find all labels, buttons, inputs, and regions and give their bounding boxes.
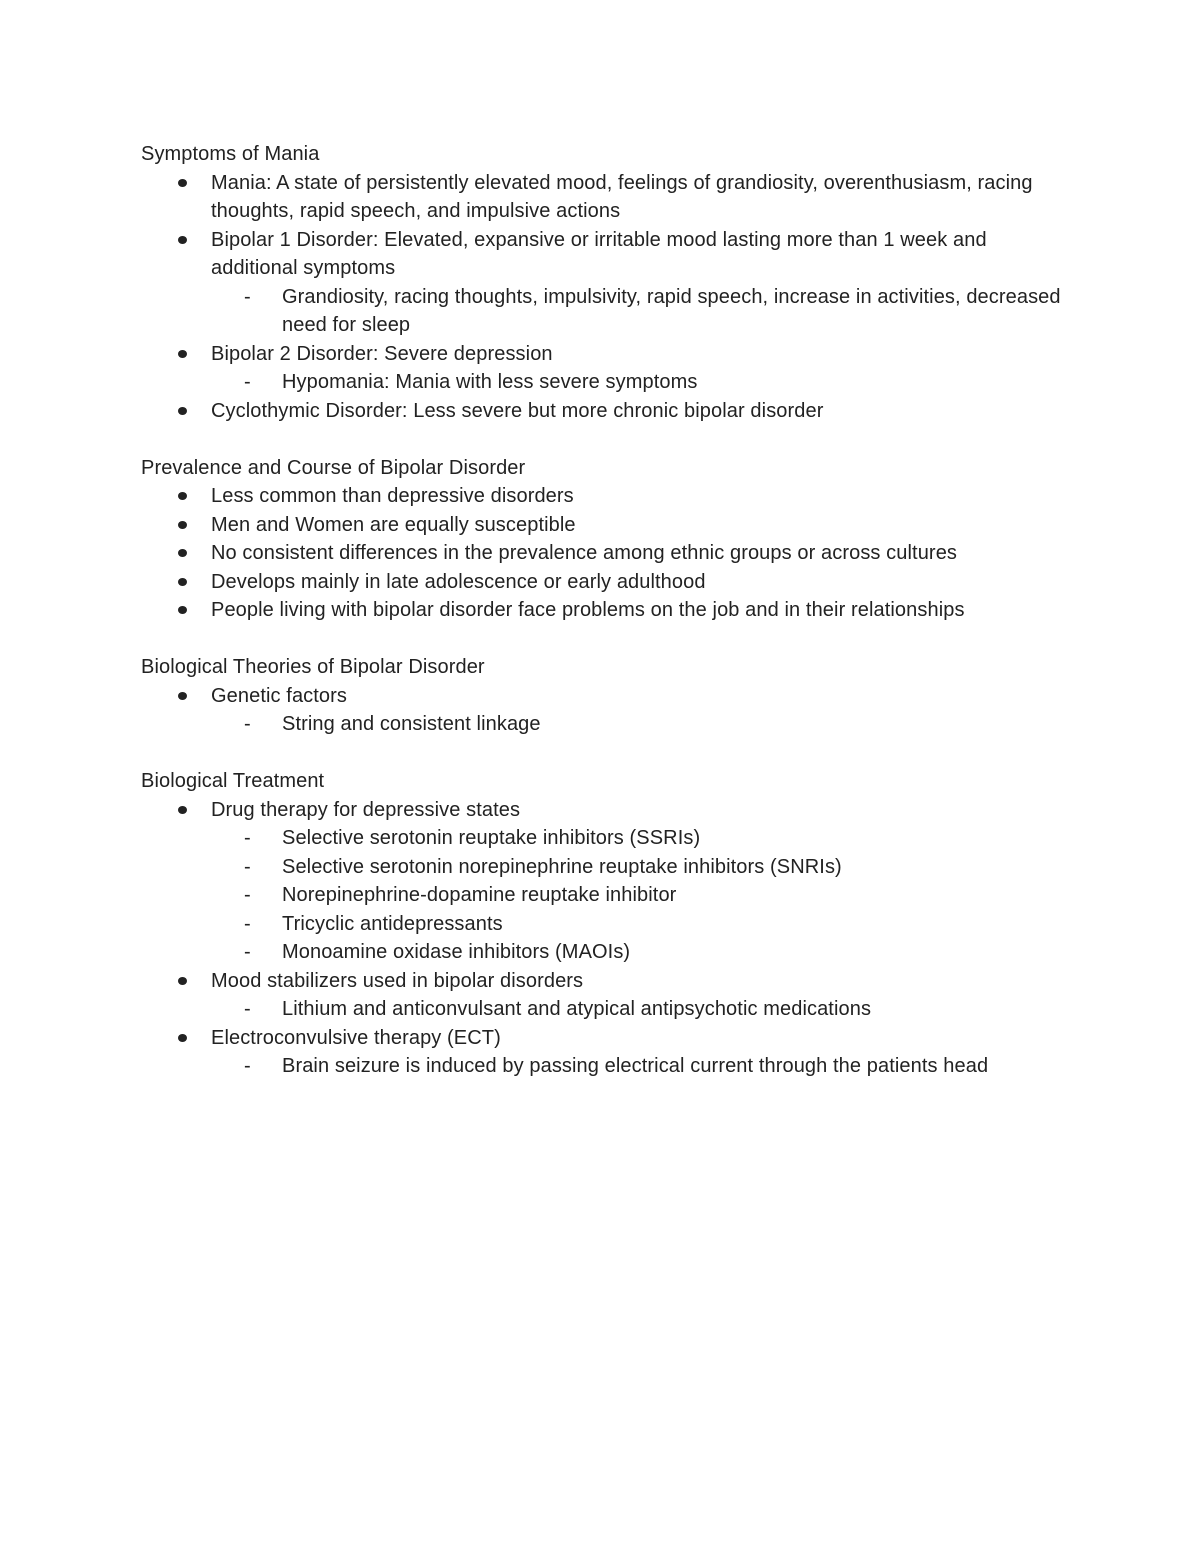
sub-item-text: Norepinephrine-dopamine reuptake inhibitor bbox=[282, 884, 677, 906]
sub-item bbox=[211, 283, 1071, 340]
sub-list bbox=[211, 824, 1071, 967]
sub-list bbox=[211, 283, 1071, 340]
list-item-text: People living with bipolar disorder face problems on the job and in their relationships bbox=[211, 599, 965, 621]
list-item bbox=[141, 340, 1071, 397]
bullet-icon bbox=[178, 578, 187, 586]
section-title: Biological Treatment bbox=[141, 770, 325, 792]
list-item-text: Bipolar 2 Disorder: Severe depression bbox=[211, 342, 553, 365]
bullet-icon bbox=[178, 692, 187, 700]
bullet-icon bbox=[178, 407, 187, 415]
list-item-text: Men and Women are equally susceptible bbox=[211, 513, 576, 536]
list-item bbox=[141, 511, 1071, 540]
list-item-text: Bipolar 1 Disorder: Elevated, expansive or irritable mood lasting more than 1 week and additional symptoms bbox=[211, 228, 987, 279]
sub-item-text: Grandiosity, racing thoughts, impulsivity, rapid speech, increase in activities, decreased need for sleep bbox=[282, 285, 1061, 336]
bullet-list bbox=[141, 796, 1071, 1081]
section-title: Prevalence and Course of Bipolar Disorder bbox=[141, 456, 526, 479]
bullet-icon bbox=[178, 1034, 187, 1042]
document-page bbox=[141, 140, 1071, 1109]
list-item bbox=[141, 682, 1071, 739]
sub-list bbox=[211, 1052, 1071, 1081]
section-title: Biological Theories of Bipolar Disorder bbox=[141, 656, 485, 678]
sub-item-text: String and consistent linkage bbox=[282, 713, 541, 735]
sub-item bbox=[211, 910, 1071, 939]
dash-icon: - bbox=[244, 827, 251, 849]
sub-item bbox=[211, 1052, 1071, 1081]
bullet-list bbox=[141, 169, 1071, 426]
sub-item bbox=[211, 824, 1071, 853]
list-item bbox=[141, 596, 1071, 625]
bullet-icon bbox=[178, 350, 187, 358]
sub-item bbox=[211, 995, 1071, 1024]
bullet-list bbox=[141, 482, 1071, 625]
dash-icon: - bbox=[244, 912, 251, 935]
sub-item-text: Brain seizure is induced by passing electrical current through the patients head bbox=[282, 1055, 989, 1077]
list-item bbox=[141, 482, 1071, 511]
section-biological-treatment bbox=[141, 767, 1071, 1081]
section-biological-theories bbox=[141, 653, 1071, 739]
bullet-list bbox=[141, 682, 1071, 739]
dash-icon: - bbox=[244, 713, 251, 735]
sub-list bbox=[211, 368, 1071, 397]
section-title: Symptoms of Mania bbox=[141, 143, 320, 165]
sub-list bbox=[211, 995, 1071, 1024]
list-item-text: Develops mainly in late adolescence or early adulthood bbox=[211, 570, 706, 593]
bullet-icon bbox=[178, 179, 187, 187]
bullet-icon bbox=[178, 549, 187, 557]
list-item bbox=[141, 568, 1071, 597]
sub-item bbox=[211, 853, 1071, 882]
bullet-icon bbox=[178, 521, 187, 529]
sub-item-text: Selective serotonin norepinephrine reuptake inhibitors (SNRIs) bbox=[282, 855, 842, 878]
list-item-text: Genetic factors bbox=[211, 684, 348, 707]
dash-icon: - bbox=[244, 855, 251, 878]
dash-icon: - bbox=[244, 285, 251, 308]
sub-item-text: Hypomania: Mania with less severe symptoms bbox=[282, 371, 698, 393]
bullet-icon bbox=[178, 606, 187, 614]
list-item bbox=[141, 169, 1071, 226]
dash-icon: - bbox=[244, 884, 251, 906]
sub-item bbox=[211, 881, 1071, 910]
list-item-text: No consistent differences in the prevalence among ethnic groups or across cultures bbox=[211, 542, 958, 564]
list-item-text: Less common than depressive disorders bbox=[211, 485, 574, 507]
dash-icon: - bbox=[244, 1055, 251, 1077]
list-item-text: Mood stabilizers used in bipolar disorders bbox=[211, 969, 584, 992]
bullet-icon bbox=[178, 236, 187, 244]
sub-list bbox=[211, 710, 1071, 739]
list-item bbox=[141, 967, 1071, 1024]
section-prevalence-and-course bbox=[141, 454, 1071, 625]
list-item bbox=[141, 226, 1071, 340]
sub-item-text: Selective serotonin reuptake inhibitors (SSRIs) bbox=[282, 827, 701, 849]
list-item bbox=[141, 1024, 1071, 1081]
sub-item-text: Tricyclic antidepressants bbox=[282, 912, 503, 935]
bullet-icon bbox=[178, 977, 187, 985]
bullet-icon bbox=[178, 806, 187, 814]
dash-icon: - bbox=[244, 941, 251, 963]
list-item-text: Drug therapy for depressive states bbox=[211, 798, 521, 821]
list-item-text: Cyclothymic Disorder: Less severe but more chronic bipolar disorder bbox=[211, 399, 824, 422]
dash-icon: - bbox=[244, 371, 251, 393]
list-item-text: Mania: A state of persistently elevated mood, feelings of grandiosity, overenthusiasm, racing thoughts, rapid speech, and impulsive actions bbox=[211, 171, 1033, 222]
sub-item bbox=[211, 710, 1071, 739]
sub-item-text: Lithium and anticonvulsant and atypical antipsychotic medications bbox=[282, 998, 872, 1020]
bullet-icon bbox=[178, 492, 187, 500]
sub-item bbox=[211, 938, 1071, 967]
dash-icon: - bbox=[244, 998, 251, 1020]
sub-item bbox=[211, 368, 1071, 397]
list-item bbox=[141, 796, 1071, 967]
list-item bbox=[141, 397, 1071, 426]
section-symptoms-of-mania bbox=[141, 140, 1071, 425]
sub-item-text: Monoamine oxidase inhibitors (MAOIs) bbox=[282, 941, 631, 963]
list-item bbox=[141, 539, 1071, 568]
list-item-text: Electroconvulsive therapy (ECT) bbox=[211, 1026, 501, 1049]
